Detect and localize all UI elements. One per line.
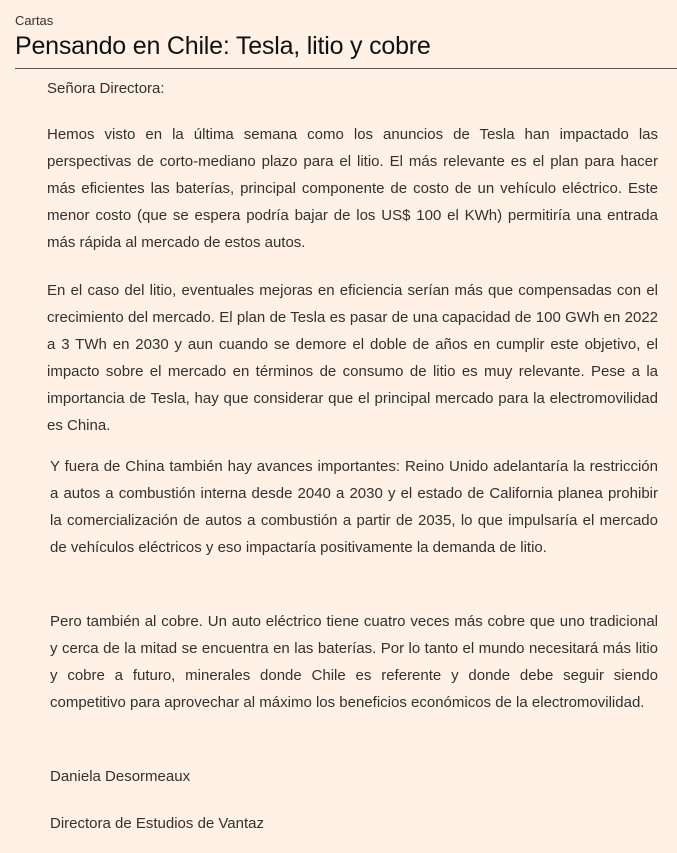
article-title: Pensando en Chile: Tesla, litio y cobre	[15, 32, 431, 60]
paragraph-4: Pero también al cobre. Un auto eléctrico tiene cuatro veces más cobre que uno tradicional y cerca de la mitad se encuentra en las baterías. Por lo tanto el mundo necesitará más litio y cobre a futuro, minerales donde Chile es referente y donde debe seguir siendo competitivo para aprovechar al máximo los beneficios económicos de la electromovilidad.	[50, 613, 658, 711]
author-name: Daniela Desormeaux	[50, 768, 191, 785]
paragraph-3: Y fuera de China también hay avances importantes: Reino Unido adelantaría la restricción a autos a combustión interna desde 2040 a 2030 y el estado de California planea prohibir la comercialización de autos a combustión a partir de 2035, lo que impulsaría el mercado de vehículos eléctricos y eso impactaría positivamente la demanda de litio.	[50, 458, 658, 556]
paragraph-2: En el caso del litio, eventuales mejoras en eficiencia serían más que compensadas con el crecimiento del mercado. El plan de Tesla es pasar de una capacidad de 100 GWh en 2022 a 3 TWh en 2030 y aun cuando se demore el doble de años en cumplir este objetivo, el impacto sobre el mercado en términos de consumo de litio es muy relevante. Pese a la importancia de Tesla, hay que considerar que el principal mercado para la electromovilidad es China.	[47, 282, 658, 434]
section-label[interactable]: Cartas	[15, 13, 54, 28]
paragraph-1: Hemos visto en la última semana como los anuncios de Tesla han impactado las perspectivas de corto-mediano plazo para el litio. El más relevante es el plan para hacer más eficientes las baterías, principal componente de costo de un vehículo eléctrico. Este menor costo (que se espera podría bajar de los US$ 100 el KWh) permitiría una entrada más rápida al mercado de estos autos.	[47, 126, 658, 251]
salutation: Señora Directora:	[47, 80, 165, 97]
author-role: Directora de Estudios de Vantaz	[50, 815, 265, 832]
title-divider	[15, 68, 677, 69]
